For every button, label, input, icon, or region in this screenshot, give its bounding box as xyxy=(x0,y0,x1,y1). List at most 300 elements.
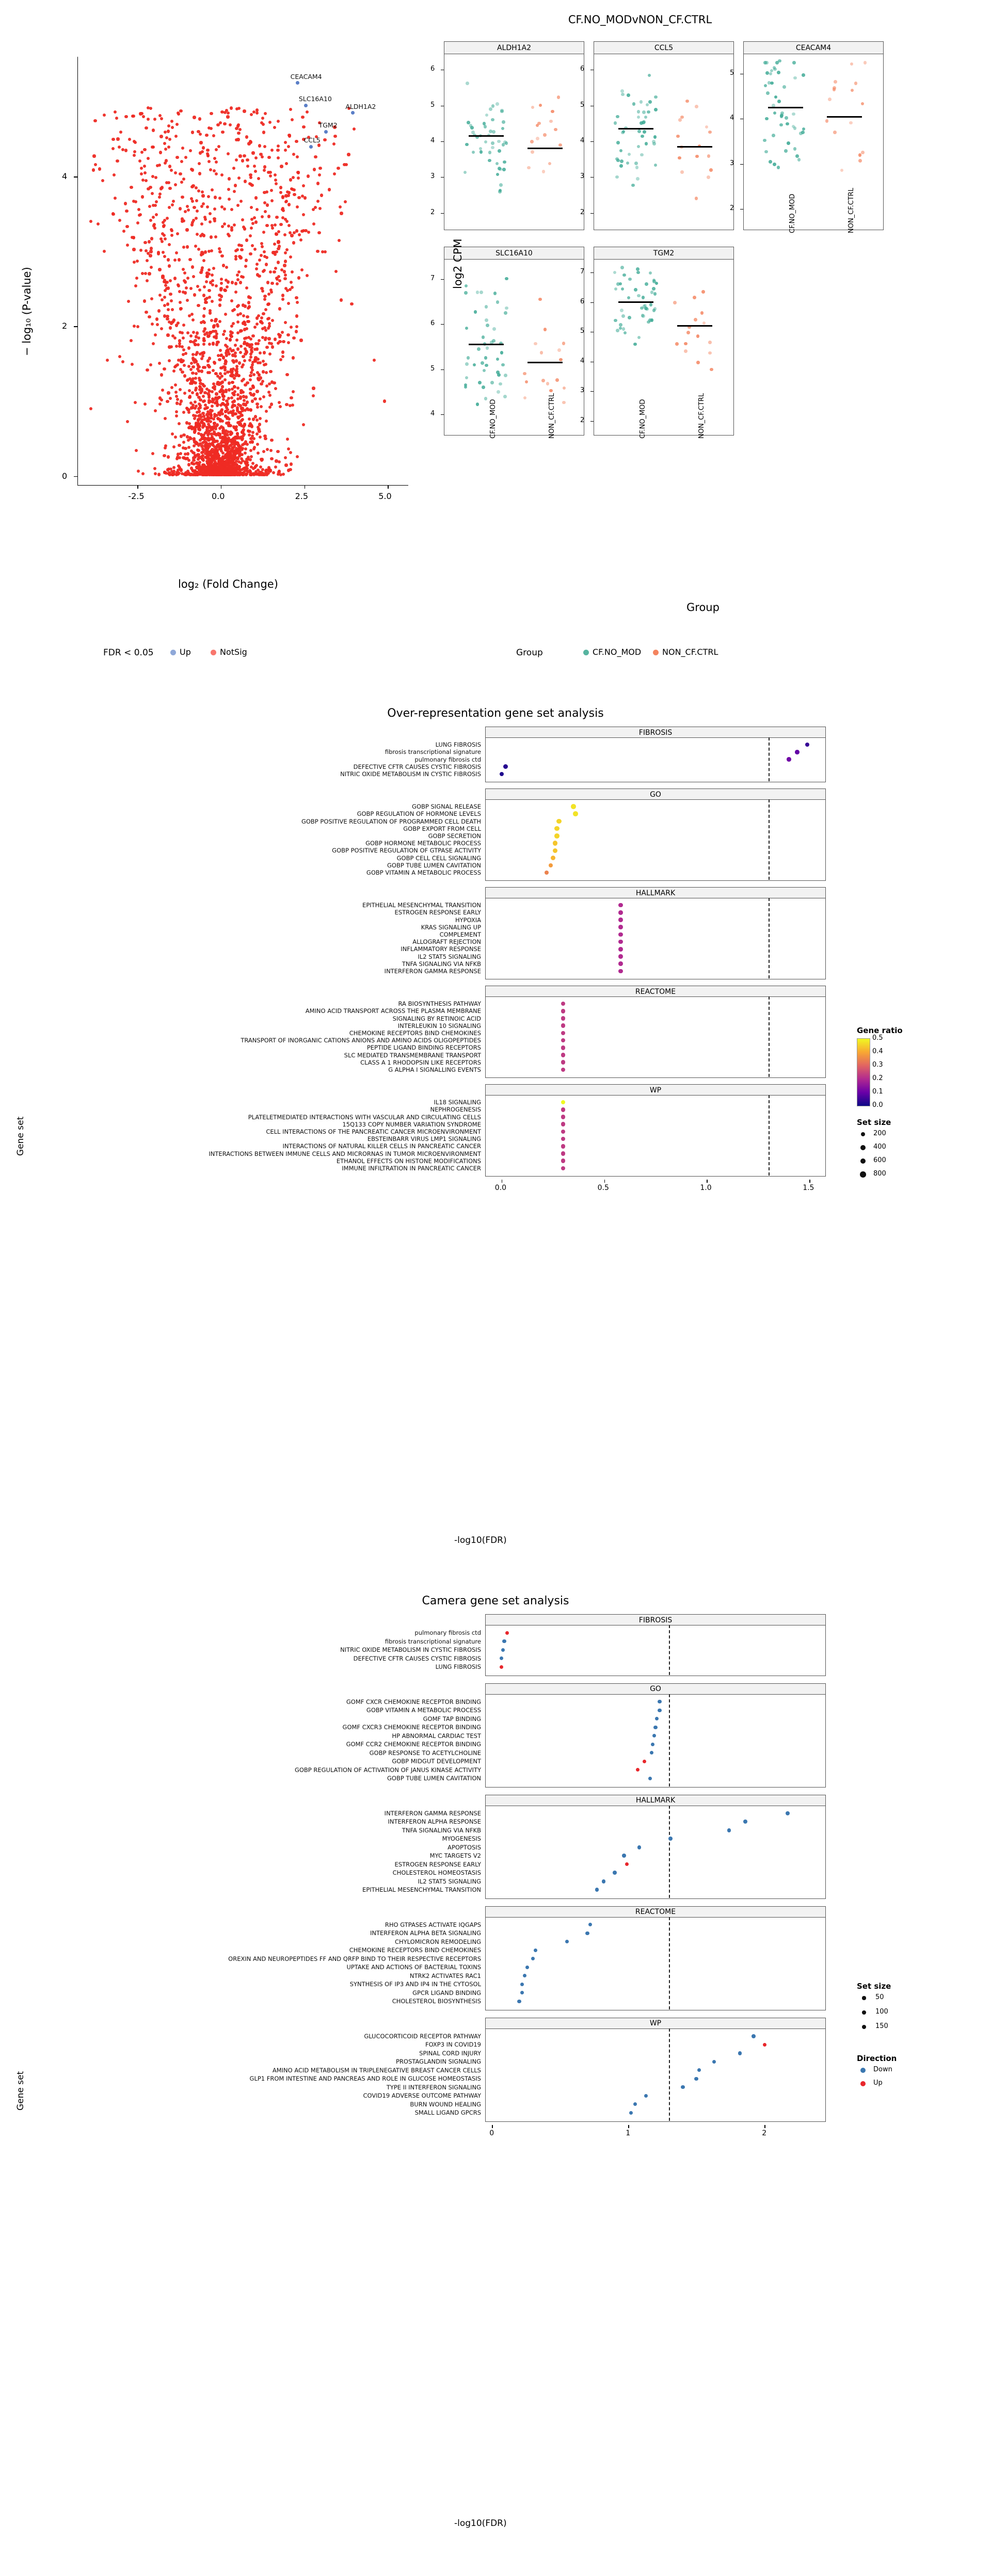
volcano-point xyxy=(178,290,181,293)
ora-dot xyxy=(561,1144,566,1149)
ora-dot xyxy=(561,1009,566,1013)
volcano-point xyxy=(284,463,287,466)
volcano-point xyxy=(206,426,209,429)
camera-dot xyxy=(644,2094,648,2098)
volcano-point xyxy=(313,168,316,171)
cpm-legend-swatch xyxy=(653,650,659,655)
cpm-point xyxy=(653,135,657,139)
cpm-point xyxy=(640,100,643,104)
ora-xtick xyxy=(707,1180,708,1183)
volcano-point xyxy=(160,373,163,376)
volcano-point xyxy=(219,288,222,291)
volcano-point xyxy=(150,297,153,300)
volcano-point xyxy=(265,224,268,227)
volcano-point xyxy=(207,250,211,253)
volcano-point xyxy=(182,353,185,356)
volcano-point xyxy=(291,404,294,407)
ora-dot xyxy=(500,772,504,776)
volcano-point xyxy=(228,388,231,391)
volcano-point xyxy=(300,230,303,233)
ora-xtick xyxy=(809,1180,810,1183)
camera-row-label: NTRK2 ACTIVATES RAC1 xyxy=(409,1972,481,1979)
volcano-point xyxy=(245,473,248,476)
cpm-point xyxy=(654,164,658,167)
volcano-xtick xyxy=(305,485,306,489)
volcano-point xyxy=(279,405,282,408)
volcano-point xyxy=(292,356,295,359)
cpm-point xyxy=(702,321,706,325)
camera-legend-direction-title: Direction xyxy=(857,2054,897,2063)
cpm-point xyxy=(708,351,712,355)
volcano-point xyxy=(252,473,255,476)
volcano-point xyxy=(263,169,266,172)
volcano-point xyxy=(247,430,250,433)
volcano-point xyxy=(179,388,182,391)
volcano-point xyxy=(212,343,215,346)
cpm-point xyxy=(534,342,537,346)
cpm-ytick xyxy=(590,391,594,392)
volcano-point xyxy=(163,142,166,145)
volcano-point xyxy=(202,294,205,297)
volcano-point xyxy=(233,308,236,311)
volcano-point xyxy=(204,250,207,253)
camera-xlabel: -log10(FDR) xyxy=(454,2518,507,2529)
ora-dot xyxy=(561,1107,566,1112)
volcano-point xyxy=(273,381,276,384)
camera-threshold-line xyxy=(669,1694,670,1786)
volcano-point xyxy=(162,224,165,228)
volcano-point xyxy=(203,424,206,427)
ora-row-label: ESTROGEN RESPONSE EARLY xyxy=(394,909,481,916)
camera-row-label: EPITHELIAL MESENCHYMAL TRANSITION xyxy=(362,1886,481,1894)
volcano-xlabel: log₂ (Fold Change) xyxy=(178,578,278,590)
volcano-point xyxy=(133,150,136,153)
volcano-point xyxy=(324,250,327,253)
camera-row-label: SYNTHESIS OF IP3 AND IP4 IN THE CYTOSOL xyxy=(349,1981,481,1988)
camera-legend-size-label: 150 xyxy=(875,2022,888,2030)
camera-dot xyxy=(653,1726,657,1729)
volcano-point xyxy=(172,369,175,373)
volcano-point xyxy=(240,275,243,278)
volcano-point xyxy=(173,259,177,262)
cpm-point xyxy=(622,273,626,277)
volcano-point xyxy=(125,225,129,228)
cpm-point xyxy=(636,177,640,181)
camera-threshold-line xyxy=(669,1625,670,1675)
volcano-point xyxy=(220,173,223,176)
volcano-point xyxy=(183,374,186,377)
ora-panel-FIBROSIS xyxy=(485,737,826,782)
cpm-ytick-label: 3 xyxy=(730,159,734,167)
cpm-mean-bar xyxy=(618,301,653,303)
cpm-point xyxy=(645,142,648,146)
volcano-point xyxy=(312,387,315,390)
volcano-point xyxy=(225,353,228,357)
volcano-point xyxy=(249,422,252,425)
volcano-point xyxy=(172,445,175,448)
volcano-point xyxy=(141,472,145,475)
camera-xtick xyxy=(628,2125,629,2128)
volcano-point xyxy=(257,452,260,455)
cpm-mean-bar xyxy=(469,135,504,137)
volcano-point xyxy=(164,417,167,420)
volcano-point xyxy=(161,275,164,278)
volcano-point xyxy=(193,293,196,296)
cpm-point xyxy=(538,298,542,301)
volcano-point xyxy=(210,235,213,238)
cpm-ytick-label: 3 xyxy=(580,172,585,181)
volcano-point xyxy=(250,113,253,116)
volcano-point xyxy=(203,399,206,403)
volcano-point xyxy=(225,429,228,432)
volcano-point xyxy=(262,360,265,363)
volcano-point xyxy=(222,473,226,476)
volcano-point xyxy=(297,276,300,279)
cpm-point xyxy=(654,108,658,111)
volcano-point xyxy=(287,224,291,227)
ora-xlabel: -log10(FDR) xyxy=(454,1535,507,1545)
ora-legend-size-dot xyxy=(860,1171,866,1178)
volcano-point xyxy=(250,206,253,209)
cpm-mean-bar xyxy=(469,344,504,345)
volcano-point xyxy=(226,371,229,374)
cpm-point xyxy=(467,356,470,360)
cpm-point xyxy=(619,282,622,286)
volcano-point xyxy=(269,174,272,178)
volcano-point xyxy=(183,271,186,275)
volcano-point xyxy=(161,186,164,189)
cpm-point xyxy=(464,291,468,295)
ora-row-label: GOBP REGULATION OF HORMONE LEVELS xyxy=(357,810,481,818)
volcano-point xyxy=(144,272,147,275)
volcano-point xyxy=(281,331,284,334)
volcano-point xyxy=(182,178,185,181)
volcano-point xyxy=(249,449,252,452)
ora-row-label: NITRIC OXIDE METABOLISM IN CYSTIC FIBROSIS xyxy=(340,770,481,778)
camera-row-label: pulmonary fibrosis ctd xyxy=(414,1629,481,1637)
volcano-point xyxy=(177,453,180,456)
volcano-point xyxy=(261,289,264,293)
cpm-ytick-label: 4 xyxy=(580,357,585,365)
camera-row-label: GLUCOCORTICOID RECEPTOR PATHWAY xyxy=(364,2032,481,2040)
ora-panel-REACTOME xyxy=(485,996,826,1078)
ora-facets xyxy=(0,702,991,1579)
volcano-point xyxy=(237,304,240,307)
cpm-point xyxy=(496,162,499,166)
volcano-point xyxy=(227,188,230,191)
volcano-point xyxy=(207,396,211,399)
volcano-point xyxy=(164,446,167,449)
ora-panel-HALLMARK xyxy=(485,898,826,979)
cpm-point xyxy=(684,349,688,353)
cpm-point xyxy=(557,95,561,99)
volcano-point xyxy=(277,120,280,123)
volcano-point xyxy=(207,126,211,130)
volcano-point xyxy=(150,237,153,240)
volcano-point xyxy=(221,402,224,405)
volcano-point xyxy=(212,369,215,372)
volcano-point xyxy=(218,298,221,301)
ora-row-label: G ALPHA I SIGNALLING EVENTS xyxy=(388,1066,481,1073)
cpm-point xyxy=(636,271,640,275)
volcano-point xyxy=(152,146,155,149)
ora-threshold-line xyxy=(769,737,770,781)
cpm-point xyxy=(484,140,488,144)
volcano-point xyxy=(196,411,199,414)
cpm-point xyxy=(619,149,623,153)
volcano-point xyxy=(251,244,254,247)
ora-row-label: INTERACTIONS OF NATURAL KILLER CELLS IN PANCREATIC CANCER xyxy=(282,1142,481,1150)
volcano-point xyxy=(289,178,292,181)
volcano-point xyxy=(253,358,257,361)
ora-strip-WP: WP xyxy=(485,1084,826,1096)
ora-row-label: fibrosis transcriptional signature xyxy=(385,748,481,756)
volcano-point xyxy=(209,168,212,171)
camera-row-label: NITRIC OXIDE METABOLISM IN CYSTIC FIBROSIS xyxy=(340,1646,481,1654)
ora-threshold-line xyxy=(769,1095,770,1176)
volcano-point xyxy=(213,169,216,172)
volcano-point xyxy=(265,410,268,413)
volcano-point xyxy=(205,420,209,423)
volcano-point xyxy=(243,423,246,426)
volcano-point xyxy=(171,308,174,311)
ora-row-label: INTERLEUKIN 10 SIGNALING xyxy=(397,1022,481,1029)
volcano-point xyxy=(215,336,218,340)
volcano-point xyxy=(170,299,173,302)
volcano-point xyxy=(202,343,205,346)
volcano-point xyxy=(246,467,249,470)
cpm-point xyxy=(471,131,475,134)
volcano-point xyxy=(156,323,159,326)
volcano-point xyxy=(249,378,252,381)
volcano-point xyxy=(255,267,258,270)
volcano-point xyxy=(241,472,244,475)
ora-row-label: TNFA SIGNALING VIA NFKB xyxy=(402,960,481,968)
cpm-point xyxy=(787,141,790,145)
volcano-point xyxy=(207,268,211,271)
volcano-point xyxy=(231,281,234,284)
cpm-point xyxy=(708,341,712,344)
cpm-point xyxy=(496,371,500,374)
cpm-point xyxy=(851,89,854,92)
volcano-point xyxy=(269,449,273,452)
volcano-point xyxy=(201,355,204,358)
cpm-ytick-label: 5 xyxy=(580,327,585,335)
volcano-point xyxy=(268,394,271,397)
volcano-point xyxy=(261,155,264,158)
volcano-point xyxy=(133,154,136,157)
volcano-point xyxy=(146,259,149,262)
volcano-point xyxy=(277,261,280,264)
ora-row-label: 15Q133 COPY NUMBER VARIATION SYNDROME xyxy=(342,1120,481,1128)
camera-legend-size-dot xyxy=(862,2010,866,2015)
cpm-point xyxy=(642,120,646,124)
section-camera xyxy=(0,1589,991,2576)
volcano-point xyxy=(264,112,267,115)
cpm-panel-grid xyxy=(430,41,960,583)
cpm-ytick-label: 6 xyxy=(430,65,435,73)
cpm-point xyxy=(563,387,566,390)
volcano-point xyxy=(258,275,261,278)
volcano-point xyxy=(250,346,253,349)
camera-row-label: BURN WOUND HEALING xyxy=(410,2100,481,2108)
cpm-xtick-label: NON_CF.CTRL xyxy=(847,187,855,233)
volcano-point xyxy=(185,421,188,424)
ora-row-label: HYPOXIA xyxy=(455,916,481,924)
volcano-point xyxy=(215,343,218,346)
volcano-point xyxy=(271,227,274,230)
cpm-point xyxy=(802,127,806,131)
volcano-point xyxy=(214,196,217,199)
volcano-point xyxy=(245,458,248,461)
camera-strip-HALLMARK: HALLMARK xyxy=(485,1795,826,1807)
volcano-point xyxy=(214,453,217,456)
volcano-point xyxy=(270,457,273,460)
volcano-point xyxy=(145,126,148,130)
cpm-point xyxy=(685,100,689,103)
cpm-point xyxy=(505,277,508,281)
cpm-ytick-label: 7 xyxy=(430,275,435,283)
ora-strip-GO: GO xyxy=(485,788,826,800)
volcano-xtick xyxy=(137,485,138,489)
volcano-point xyxy=(263,255,266,258)
volcano-point xyxy=(209,311,212,314)
volcano-point xyxy=(231,381,234,384)
volcano-point xyxy=(182,336,185,340)
ora-xtick-label: 1.5 xyxy=(803,1184,814,1192)
volcano-point xyxy=(228,381,231,384)
cpm-point xyxy=(650,318,654,322)
volcano-point xyxy=(218,413,221,416)
volcano-point xyxy=(234,351,237,355)
volcano-point xyxy=(163,471,166,474)
cpm-point xyxy=(636,267,640,271)
camera-legend-setsize-title: Set size xyxy=(857,1982,891,1991)
camera-dot xyxy=(752,2034,756,2038)
volcano-point xyxy=(175,123,179,126)
volcano-point xyxy=(284,141,287,144)
volcano-point xyxy=(249,409,252,412)
cpm-point xyxy=(627,93,630,97)
camera-dot xyxy=(629,2111,633,2115)
volcano-point xyxy=(238,154,242,157)
volcano-point xyxy=(323,138,326,141)
volcano-point xyxy=(159,135,163,138)
volcano-point xyxy=(164,237,167,240)
volcano-point xyxy=(250,227,253,230)
volcano-point xyxy=(215,425,218,428)
volcano-point xyxy=(157,252,160,255)
cpm-point xyxy=(854,82,858,85)
volcano-point xyxy=(234,184,237,187)
cpm-point xyxy=(710,368,713,372)
volcano-point xyxy=(278,307,281,310)
ora-row-label: GOBP SECRETION xyxy=(428,832,481,840)
ora-xtick xyxy=(502,1180,503,1183)
volcano-point xyxy=(249,458,252,461)
ora-row-label: GOBP POSITIVE REGULATION OF GTPASE ACTIVITY xyxy=(332,847,481,855)
volcano-point xyxy=(283,277,286,280)
volcano-point xyxy=(160,117,163,120)
volcano-point xyxy=(228,177,231,180)
camera-panel-HALLMARK xyxy=(485,1806,826,1899)
volcano-point xyxy=(286,438,289,441)
volcano-point xyxy=(168,359,171,362)
volcano-point xyxy=(186,245,189,248)
volcano-point xyxy=(147,157,150,160)
volcano-point xyxy=(194,343,197,346)
volcano-point xyxy=(188,396,191,399)
camera-row-label: COVID19 ADVERSE OUTCOME PATHWAY xyxy=(363,2092,481,2100)
volcano-point xyxy=(266,448,269,451)
volcano-point xyxy=(281,298,284,301)
volcano-point xyxy=(168,264,171,267)
cpm-mean-bar xyxy=(768,107,803,108)
cpm-mean-bar xyxy=(618,128,653,130)
cpm-point xyxy=(833,88,836,91)
volcano-xtick-label: 2.5 xyxy=(295,491,309,501)
volcano-point xyxy=(242,314,245,317)
volcano-point xyxy=(236,347,239,350)
camera-dot xyxy=(650,1751,653,1754)
cpm-point xyxy=(858,153,862,157)
volcano-point xyxy=(202,320,205,323)
ora-dot xyxy=(561,1045,566,1050)
volcano-point xyxy=(267,293,270,296)
volcano-point xyxy=(198,403,201,406)
volcano-point xyxy=(200,451,203,454)
volcano-point xyxy=(174,135,178,138)
volcano-point xyxy=(113,173,116,176)
ora-threshold-line xyxy=(769,996,770,1077)
volcano-point xyxy=(167,258,170,261)
camera-legend-direction-dot xyxy=(860,2068,866,2073)
volcano-point xyxy=(195,353,198,356)
volcano-point xyxy=(126,244,129,247)
volcano-point xyxy=(274,267,277,270)
volcano-point xyxy=(253,466,257,469)
camera-row-label: CHOLESTEROL BIOSYNTHESIS xyxy=(392,1998,481,2005)
camera-row-label: GOBP REGULATION OF ACTIVATION OF JANUS KINASE ACTIVITY xyxy=(294,1766,481,1774)
cpm-strip-ALDH1A2: ALDH1A2 xyxy=(444,41,584,55)
volcano-point xyxy=(244,452,247,455)
volcano-point xyxy=(235,158,238,162)
cpm-point xyxy=(676,135,680,138)
volcano-point xyxy=(212,267,215,270)
cpm-point xyxy=(499,168,502,171)
cpm-point xyxy=(465,362,469,366)
volcano-point xyxy=(253,326,257,329)
cpm-point xyxy=(621,131,625,135)
volcano-point xyxy=(290,326,293,329)
volcano-point xyxy=(263,165,266,168)
volcano-point xyxy=(290,462,293,465)
volcano-point xyxy=(295,325,298,328)
volcano-point xyxy=(227,397,230,400)
volcano-point xyxy=(290,234,293,237)
volcano-point xyxy=(183,473,186,476)
volcano-point xyxy=(285,248,289,251)
volcano-point xyxy=(239,200,243,203)
volcano-point xyxy=(234,291,237,294)
volcano-point xyxy=(251,462,254,465)
volcano-point xyxy=(265,384,268,388)
cpm-point xyxy=(497,140,501,143)
volcano-point xyxy=(170,229,173,232)
camera-row-label: CHYLOMICRON REMODELING xyxy=(394,1938,481,1945)
cpm-point xyxy=(546,382,550,385)
volcano-point xyxy=(138,159,141,163)
